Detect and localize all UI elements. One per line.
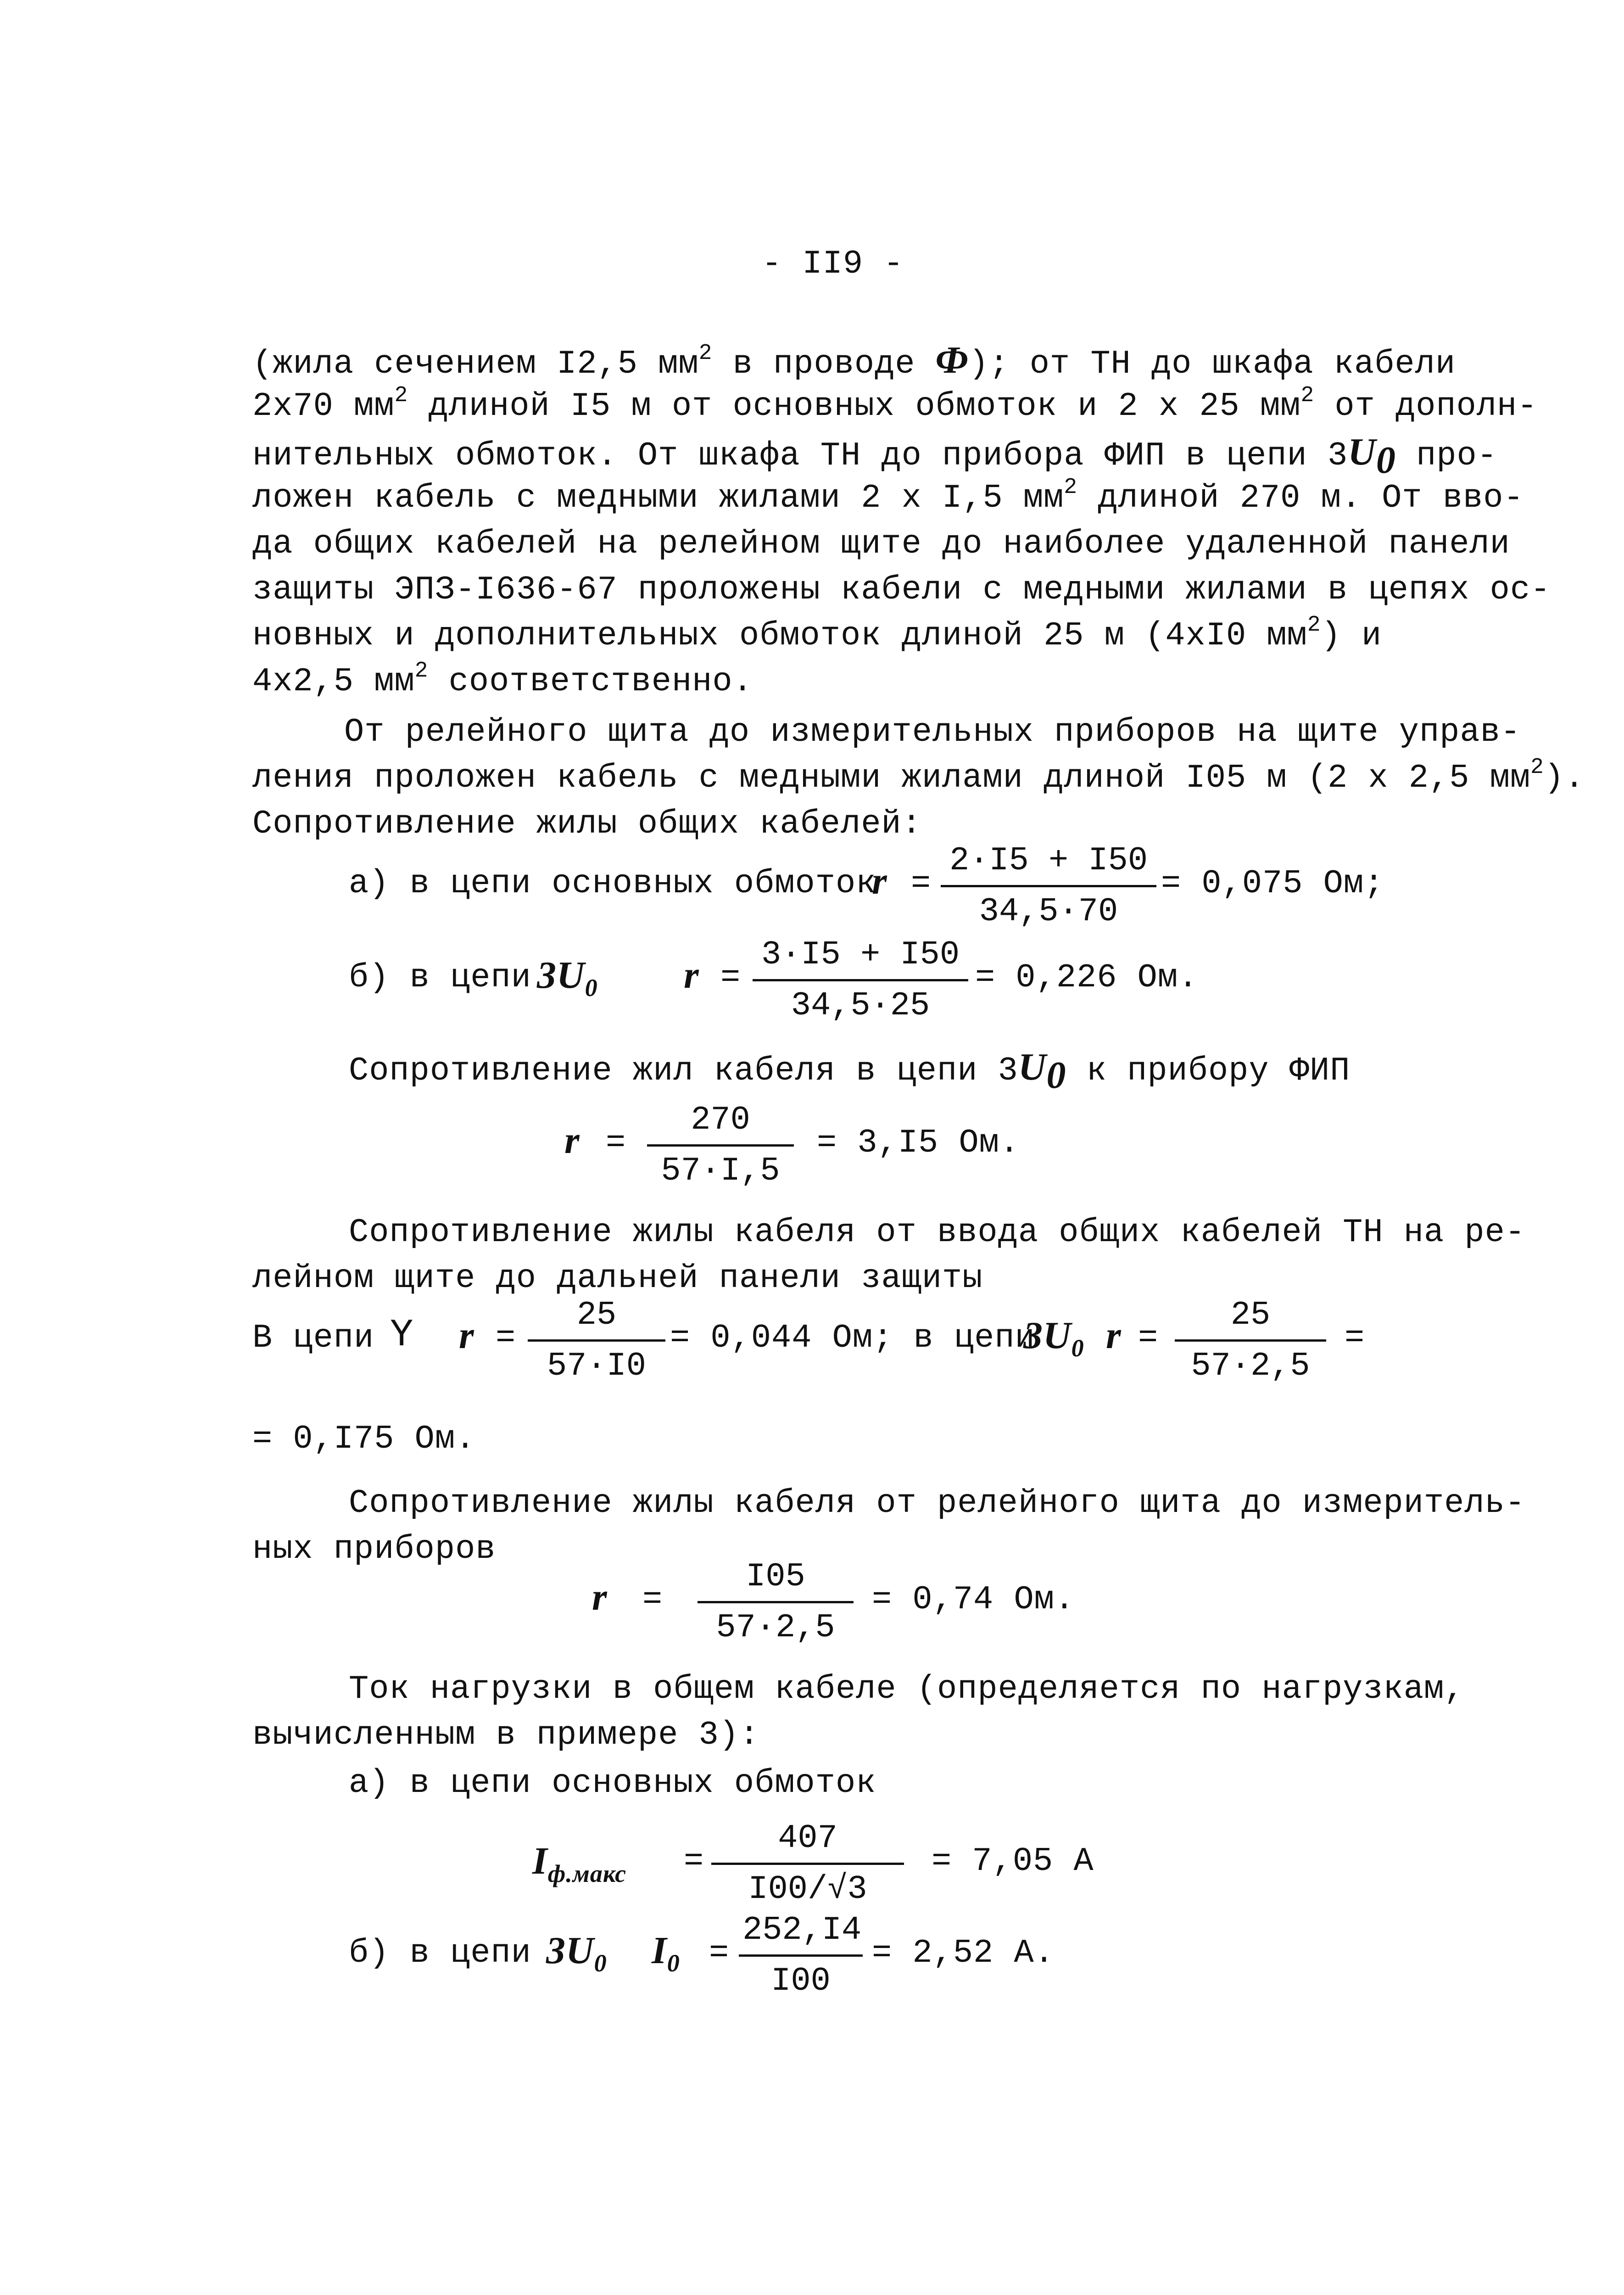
equation-d-y: Y [390, 1314, 414, 1357]
equation-c-r: r [564, 1119, 580, 1162]
paragraph-6-line-3: а) в цепи основных обмоток [349, 1764, 876, 1802]
paragraph-1-line-4: ложен кабель с медными жилами 2 x I,5 $мм^2$ длиной 270 м. От вво- [252, 475, 1524, 517]
equation-b-numerator: 3·I5 + I50 [753, 934, 968, 981]
equation-d-result-1: = 0,044 Ом; в цепи [670, 1319, 1035, 1357]
equation-d-denominator-1: 57·I0 [547, 1347, 647, 1385]
paragraph-1-line-2: 2x70 $мм^2$ длиной I5 м от основных обмоток и 2 x 25 $мм^2$ от дополн- [252, 383, 1538, 425]
paragraph-3-line-1: Сопротивление жил кабеля в цепи $3U_0$ к прибору ФИП [349, 1046, 1351, 1097]
paragraph-6-line-1: Ток нагрузки в общем кабеле (определяется по нагрузкам, [349, 1670, 1465, 1708]
equation-c-equals: = [606, 1124, 626, 1162]
equation-b-denominator: 34,5·25 [791, 987, 930, 1024]
equation-g-denominator: I00 [771, 1962, 831, 2000]
equation-d-r: r [459, 1314, 474, 1357]
equation-e-fraction [698, 1556, 854, 1648]
equation-a-result: = 0,075 Ом; [1161, 865, 1384, 902]
equation-d-fraction-1 [528, 1294, 665, 1387]
equation-f-equals: = [684, 1842, 704, 1880]
equation-e-equals: = [642, 1581, 663, 1618]
equation-d-numerator-1: 25 [528, 1294, 665, 1342]
paragraph-1-line-5: да общих кабелей на релейном щите до наиболее удаленной панели [252, 525, 1510, 563]
equation-d-continuation: = 0,I75 Ом. [252, 1420, 476, 1458]
equation-c-fraction [647, 1099, 794, 1192]
equation-c-numerator: 270 [647, 1099, 794, 1147]
equation-a-label: а) в цепи основных обмоток [349, 865, 876, 902]
equation-a-denominator: 34,5·70 [979, 893, 1118, 930]
equation-f-denominator: I00/√3 [748, 1870, 867, 1908]
equation-g-current: $I_0$ [652, 1929, 680, 1977]
equation-b-equals: = [720, 959, 741, 996]
equation-d-fraction-2 [1175, 1294, 1326, 1387]
equation-b-fraction [753, 934, 968, 1026]
equation-d-numerator-2: 25 [1175, 1294, 1326, 1342]
equation-e-result: = 0,74 Ом. [872, 1581, 1075, 1618]
equation-b-r: r [684, 954, 699, 996]
equation-b-circuit: $3U_0$ [537, 954, 598, 1002]
equation-d-denominator-2: 57·2,5 [1191, 1347, 1310, 1385]
equation-b-label: б) в цепи [349, 959, 531, 996]
paragraph-4-line-1: Сопротивление жилы кабеля от ввода общих кабелей ТН на ре- [349, 1214, 1526, 1251]
equation-g-fraction [739, 1909, 863, 2002]
equation-f-current: $I_{ф.макс}$ [532, 1840, 627, 1887]
equation-c-denominator: 57·I,5 [661, 1152, 780, 1190]
paragraph-2-line-1: От релейного щита до измерительных приборов на щите управ- [344, 713, 1521, 751]
paragraph-1-line-3: нительных обмоток. От шкафа ТН до прибора ФИП в цепи $3U_0$ про- [252, 431, 1497, 481]
equation-e-r: r [592, 1576, 608, 1618]
paragraph-1-line-6: защиты ЭПЗ-I636-67 проложены кабели с медными жилами в цепях ос- [252, 571, 1551, 609]
equation-d-tail: = [1345, 1319, 1365, 1357]
paragraph-4-line-2: лейном щите до дальней панели защиты [252, 1259, 983, 1297]
equation-d-label: В цепи [252, 1319, 374, 1357]
equation-a-fraction [941, 840, 1156, 932]
equation-a-r: r [872, 860, 887, 902]
equation-g-circuit: $3U_0$ [546, 1929, 607, 1977]
equation-d-r2: r [1106, 1314, 1122, 1357]
paragraph-6-line-2: вычисленным в примере 3): [252, 1716, 760, 1754]
equation-f-result: = 7,05 А [932, 1842, 1094, 1880]
equation-d-equals: = [496, 1319, 516, 1357]
equation-g-label: б) в цепи [349, 1934, 531, 1972]
equation-d-equals-2: = [1138, 1319, 1159, 1357]
equation-c-result: = 3,I5 Ом. [817, 1124, 1020, 1162]
equation-f-numerator: 407 [711, 1818, 904, 1865]
equation-e-denominator: 57·2,5 [716, 1609, 835, 1646]
paragraph-1-line-8: 4x2,5 $мм^2$ соответственно. [252, 659, 753, 700]
equation-a-numerator: 2·I5 + I50 [941, 840, 1156, 887]
equation-e-numerator: I05 [698, 1556, 854, 1603]
paragraph-5-line-2: ных приборов [252, 1530, 496, 1568]
equation-b-result: = 0,226 Ом. [975, 959, 1199, 996]
paragraph-5-line-1: Сопротивление жилы кабеля от релейного щита до измеритель- [349, 1484, 1526, 1522]
paragraph-2-line-2: ления проложен кабель с медными жилами длиной I05 м (2 x 2,5 $мм^2$). [252, 755, 1585, 797]
equation-a-equals: = [911, 865, 932, 902]
equation-f-fraction [711, 1818, 904, 1910]
equation-d-circuit: $3U_0$ [1023, 1314, 1084, 1362]
paragraph-1-line-7: новных и дополнительных обмоток длиной 25 м (4xI0 $мм^2$) и [252, 613, 1382, 655]
paragraph-1-line-1: (жила сечением I2,5 $мм^2$ в проводе Ф); от ТН до шкафа кабели [252, 339, 1456, 383]
page-number: - II9 - [762, 245, 904, 283]
equation-g-equals: = [709, 1934, 730, 1972]
equation-g-result: = 2,52 А. [872, 1934, 1055, 1972]
equation-g-numerator: 252,I4 [739, 1909, 863, 1957]
paragraph-2-line-3: Сопротивление жилы общих кабелей: [252, 805, 922, 843]
